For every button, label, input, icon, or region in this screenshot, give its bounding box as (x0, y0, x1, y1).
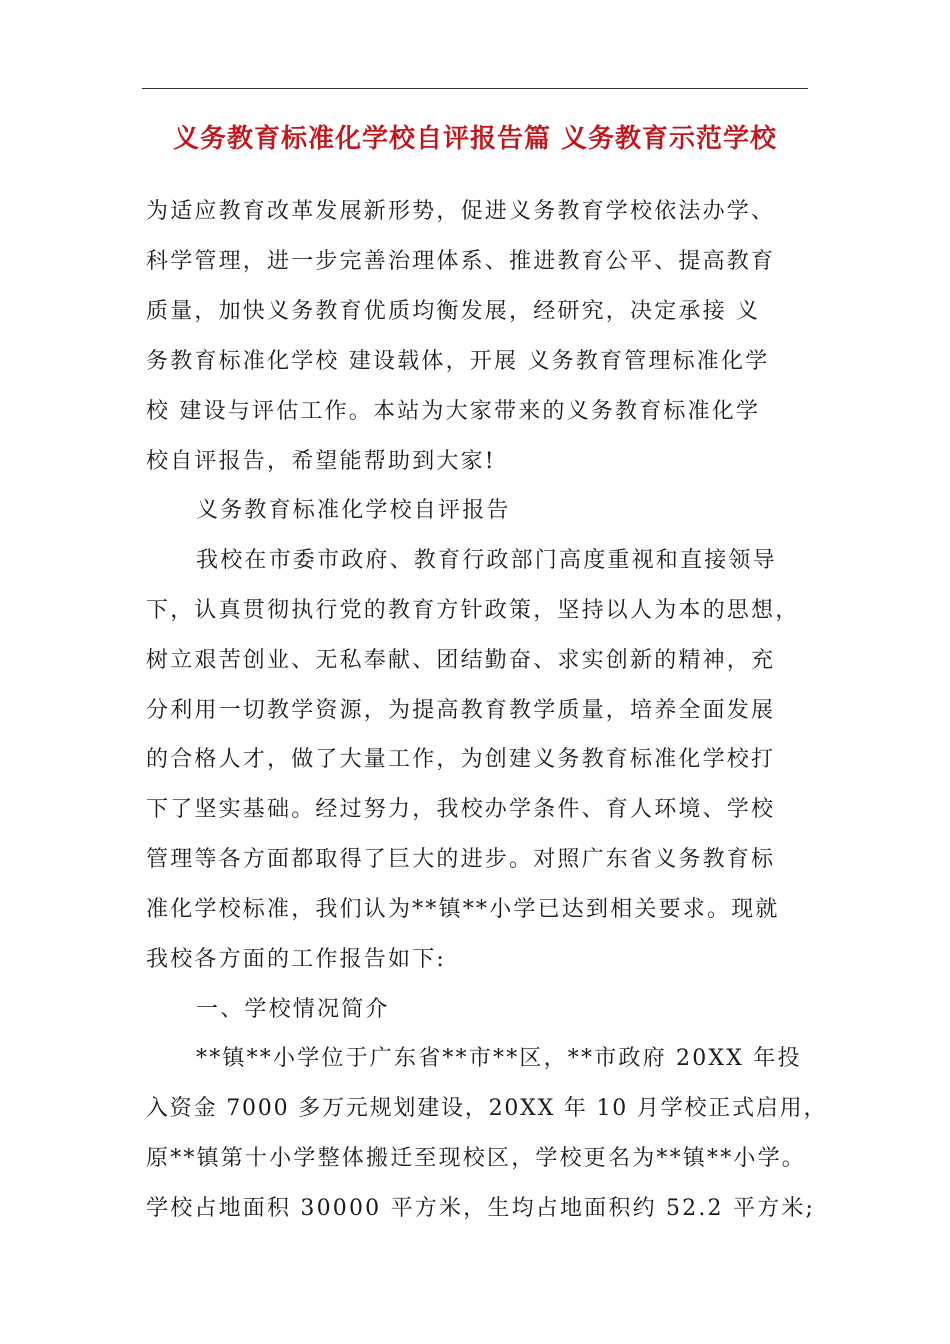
paragraph-line: 校 建设与评估工作。本站为大家带来的义务教育标准化学 (146, 399, 761, 424)
paragraph-line: 树立艰苦创业、无私奉献、团结勤奋、求实创新的精神，充 (146, 648, 776, 673)
paragraph-line: 准化学校标准，我们认为**镇**小学已达到相关要求。现就 (146, 897, 780, 922)
paragraph-line: 校自评报告，希望能帮助到大家! (146, 449, 496, 474)
paragraph-line: **镇**小学位于广东省**市**区，**市政府 20XX 年投 (196, 1046, 802, 1071)
paragraph-line: 的合格人才，做了大量工作，为创建义务教育标准化学校打 (146, 747, 776, 772)
paragraph-line: 务教育标准化学校 建设载体，开展 义务教育管理标准化学 (146, 349, 770, 374)
paragraph-line: 下，认真贯彻执行党的教育方针政策，坚持以人为本的思想， (146, 598, 800, 623)
paragraph-line: 分利用一切教学资源，为提高教育教学质量，培养全面发展 (146, 698, 776, 723)
paragraph-line: 为适应教育改革发展新形势，促进义务教育学校依法办学、 (146, 199, 776, 224)
paragraph-line: 质量，加快义务教育优质均衡发展，经研究，决定承接 义 (146, 299, 761, 324)
document-title: 义务教育标准化学校自评报告篇 义务教育示范学校 (172, 124, 778, 154)
paragraph-line: 管理等各方面都取得了巨大的进步。对照广东省义务教育标 (146, 847, 776, 872)
paragraph-line: 学校占地面积 30000 平方米，生均占地面积约 52.2 平方米; (146, 1196, 816, 1221)
paragraph-line: 我校各方面的工作报告如下: (146, 947, 447, 972)
paragraph-line: 我校在市委市政府、教育行政部门高度重视和直接领导 (196, 548, 777, 573)
paragraph-line: 入资金 7000 多万元规划建设，20XX 年 10 月学校正式启用， (146, 1096, 828, 1121)
section-heading: 一、学校情况简介 (196, 997, 390, 1022)
paragraph-line: 原**镇第十小学整体搬迁至现校区，学校更名为**镇**小学。 (146, 1146, 807, 1171)
paragraph-line: 科学管理，进一步完善治理体系、推进教育公平、提高教育 (146, 249, 776, 274)
section-heading: 义务教育标准化学校自评报告 (196, 498, 511, 523)
paragraph-line: 下了坚实基础。经过努力，我校办学条件、育人环境、学校 (146, 797, 776, 822)
header-rule (142, 88, 808, 89)
